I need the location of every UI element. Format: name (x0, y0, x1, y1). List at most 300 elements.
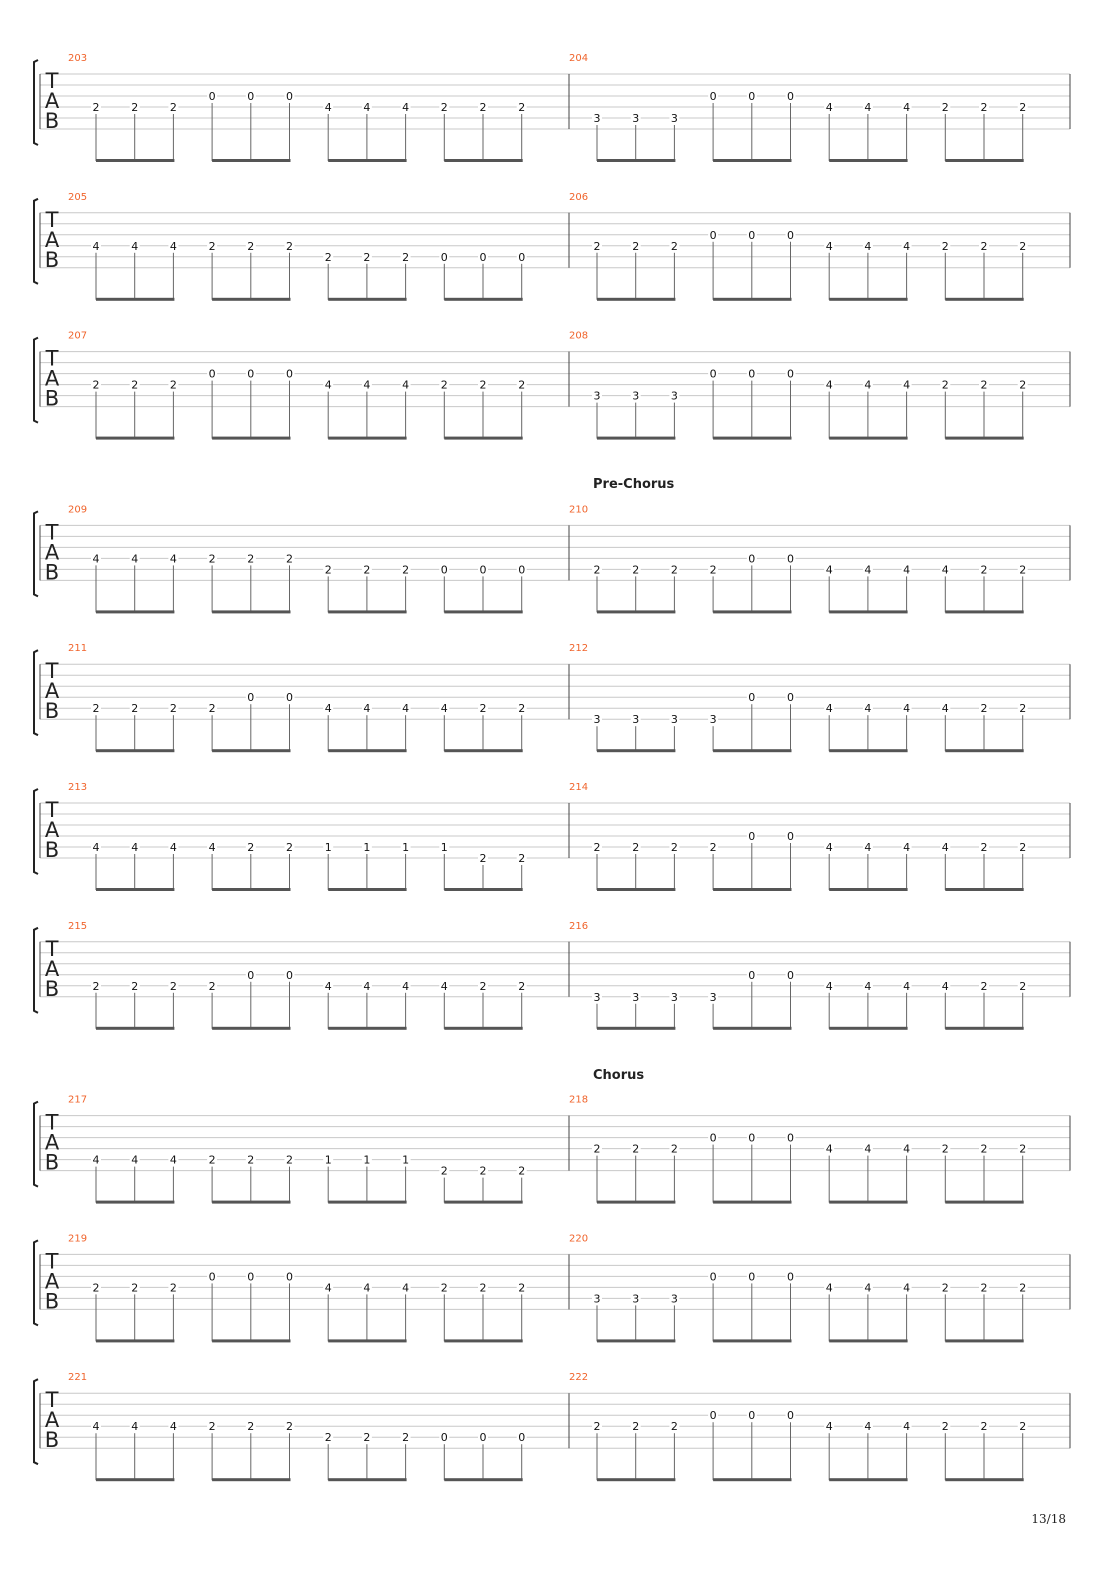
fret-number: 4 (825, 239, 833, 253)
beam (713, 1339, 791, 1342)
fret-number: 2 (208, 702, 216, 716)
fret-number: 2 (208, 1420, 216, 1434)
fret-number: 0 (518, 1431, 526, 1445)
fret-number: 2 (518, 702, 526, 716)
fret-number: 2 (402, 563, 410, 577)
tab-system (34, 192, 1070, 301)
fret-number: 4 (402, 378, 410, 392)
beam (597, 610, 675, 613)
fret-number: 2 (670, 239, 678, 253)
staff-bracket (34, 511, 38, 596)
measure-number: 221 (68, 1372, 88, 1384)
fret-number: 2 (941, 239, 949, 253)
fret-number: 2 (402, 1431, 410, 1445)
fret-number: 0 (787, 691, 794, 705)
fret-number: 4 (825, 979, 833, 993)
fret-number: 2 (247, 841, 255, 854)
beam (328, 749, 406, 752)
fret-number: 4 (864, 101, 872, 114)
beam (444, 1201, 522, 1204)
beam (96, 1478, 174, 1481)
fret-number: 4 (324, 101, 332, 114)
fret-number: 2 (92, 101, 100, 114)
beam (444, 610, 522, 613)
fret-number: 4 (864, 1281, 872, 1295)
beam (945, 1339, 1023, 1342)
fret-number: 2 (709, 841, 717, 854)
fret-number: 4 (864, 1142, 872, 1156)
beam (713, 159, 791, 162)
tab-clef-letter: T (45, 520, 59, 545)
fret-number: 0 (748, 1131, 756, 1145)
fret-number: 2 (1019, 1142, 1027, 1156)
fret-number: 0 (787, 367, 794, 381)
tab-clef-letter: T (45, 207, 59, 232)
fret-number: 0 (479, 250, 487, 264)
measure-number: 203 (68, 53, 88, 64)
staff-bracket (34, 928, 38, 1013)
beam (713, 1201, 791, 1204)
fret-number: 2 (709, 563, 717, 577)
fret-number: 2 (479, 979, 487, 993)
beam (597, 1478, 675, 1481)
tab-clef-letter: A (44, 89, 60, 113)
beam (96, 298, 174, 301)
fret-number: 2 (980, 841, 988, 854)
fret-number: 2 (479, 1164, 487, 1178)
fret-number: 0 (787, 1131, 794, 1145)
fret-number: 4 (92, 1420, 100, 1434)
fret-number: 2 (286, 552, 293, 566)
tab-clef-letter: B (44, 1428, 60, 1453)
tab-clef-letter: T (45, 936, 59, 961)
fret-number: 2 (324, 563, 332, 577)
fret-number: 4 (864, 702, 872, 716)
fret-number: 4 (903, 702, 911, 716)
beam (713, 1478, 791, 1481)
fret-number: 2 (632, 563, 640, 577)
tab-system (34, 504, 1070, 613)
fret-number: 4 (941, 702, 949, 716)
beam (96, 159, 174, 162)
fret-number: 2 (593, 1142, 601, 1156)
measure-number: 207 (68, 330, 88, 342)
beam (212, 1201, 290, 1204)
beam (597, 749, 675, 752)
fret-number: 2 (1019, 101, 1027, 114)
fret-number: 0 (518, 563, 526, 577)
fret-number: 3 (709, 713, 717, 727)
fret-number: 4 (92, 1153, 100, 1167)
fret-number: 4 (363, 702, 371, 716)
fret-number: 2 (1019, 979, 1027, 993)
fret-number: 0 (748, 552, 756, 566)
fret-number: 0 (286, 691, 293, 705)
beam (444, 749, 522, 752)
beam (829, 437, 907, 440)
fret-number: 0 (787, 90, 794, 103)
beam (829, 298, 907, 301)
tab-system (34, 1372, 1070, 1481)
fret-number: 4 (92, 239, 100, 253)
tab-clef-letter: T (45, 798, 59, 822)
fret-number: 2 (247, 239, 255, 253)
staff-bracket (34, 1379, 38, 1464)
beam (597, 1201, 675, 1204)
measure-number: 215 (68, 920, 88, 932)
staff-bracket (34, 789, 38, 874)
measure-number: 205 (68, 191, 88, 203)
fret-number: 4 (903, 841, 911, 854)
beam (96, 610, 174, 613)
fret-number: 2 (324, 250, 332, 264)
fret-number: 0 (748, 691, 756, 705)
fret-number: 2 (169, 101, 177, 114)
beam (945, 298, 1023, 301)
fret-number: 2 (518, 101, 526, 114)
fret-number: 0 (748, 90, 756, 103)
beam (328, 888, 406, 891)
fret-number: 4 (825, 1281, 833, 1295)
fret-number: 4 (324, 1281, 332, 1295)
fret-number: 4 (363, 979, 371, 993)
fret-number: 4 (440, 702, 448, 716)
measure-number: 216 (569, 920, 589, 932)
fret-number: 2 (941, 1281, 949, 1295)
fret-number: 4 (864, 239, 872, 253)
fret-number: 2 (593, 239, 601, 253)
fret-number: 0 (247, 1270, 255, 1284)
beam (212, 1478, 290, 1481)
fret-number: 2 (518, 1281, 526, 1295)
tab-clef-letter: A (44, 227, 60, 252)
fret-number: 2 (440, 378, 448, 392)
fret-number: 4 (864, 841, 872, 854)
fret-number: 4 (131, 239, 139, 253)
fret-number: 2 (1019, 1281, 1027, 1295)
fret-number: 2 (92, 1281, 100, 1295)
fret-number: 0 (286, 90, 293, 103)
beam (328, 437, 406, 440)
fret-number: 2 (363, 563, 371, 577)
tab-clef-letter: T (45, 69, 59, 93)
beam (713, 749, 791, 752)
fret-number: 0 (748, 367, 756, 381)
fret-number: 2 (169, 979, 177, 993)
tab-clef-letter: B (44, 838, 60, 862)
measure-number: 204 (569, 53, 589, 64)
fret-number: 2 (518, 979, 526, 993)
beam (328, 159, 406, 162)
beam (96, 1339, 174, 1342)
beam (829, 749, 907, 752)
fret-number: 2 (169, 702, 177, 716)
tab-clef-letter: A (44, 1130, 60, 1155)
staff-bracket (34, 199, 38, 284)
fret-number: 4 (825, 702, 833, 716)
beam (713, 610, 791, 613)
fret-number: 4 (169, 841, 177, 854)
beam (212, 298, 290, 301)
beam (444, 1027, 522, 1030)
fret-number: 2 (593, 1420, 601, 1434)
fret-number: 3 (670, 713, 678, 727)
measure-number: 218 (569, 1094, 589, 1106)
beam (945, 610, 1023, 613)
beam (945, 159, 1023, 162)
fret-number: 2 (208, 552, 216, 566)
fret-number: 0 (479, 563, 487, 577)
beam (597, 888, 675, 891)
beam (212, 159, 290, 162)
fret-number: 2 (479, 101, 487, 114)
fret-number: 0 (787, 552, 794, 566)
fret-number: 2 (1019, 239, 1027, 253)
fret-number: 2 (1019, 563, 1027, 577)
fret-number: 3 (632, 112, 640, 125)
fret-number: 2 (131, 378, 139, 392)
tab-clef-letter: B (44, 109, 60, 133)
fret-number: 4 (903, 563, 911, 577)
tab-clef-letter: T (45, 659, 59, 684)
tab-clef-letter: A (44, 540, 60, 565)
beam (328, 1339, 406, 1342)
fret-number: 4 (903, 979, 911, 993)
fret-number: 2 (92, 702, 100, 716)
fret-number: 3 (632, 990, 640, 1004)
fret-number: 4 (324, 378, 332, 392)
measure-number: 210 (569, 504, 589, 516)
fret-number: 0 (787, 228, 794, 242)
measure-number: 217 (68, 1094, 88, 1106)
fret-number: 4 (208, 841, 216, 854)
beam (945, 888, 1023, 891)
beam (945, 749, 1023, 752)
fret-number: 2 (169, 1281, 177, 1295)
beam (713, 1027, 791, 1030)
measure-number: 220 (569, 1233, 589, 1245)
fret-number: 2 (980, 702, 988, 716)
fret-number: 3 (593, 1292, 601, 1306)
fret-number: 2 (286, 239, 293, 253)
fret-number: 4 (941, 563, 949, 577)
fret-number: 2 (593, 563, 601, 577)
beam (212, 610, 290, 613)
fret-number: 4 (131, 841, 139, 854)
fret-number: 0 (286, 367, 293, 381)
beam (945, 1201, 1023, 1204)
fret-number: 2 (479, 378, 487, 392)
fret-number: 0 (518, 250, 526, 264)
measure-number: 214 (569, 782, 589, 793)
fret-number: 2 (402, 250, 410, 264)
beam (96, 888, 174, 891)
fret-number: 0 (748, 968, 756, 982)
staff-bracket (34, 60, 38, 145)
fret-number: 2 (941, 101, 949, 114)
fret-number: 4 (92, 841, 100, 854)
measure-number: 211 (68, 643, 88, 655)
fret-number: 2 (980, 239, 988, 253)
fret-number: 3 (670, 389, 678, 403)
fret-number: 2 (670, 563, 678, 577)
fret-number: 0 (787, 968, 794, 982)
fret-number: 2 (92, 378, 100, 392)
staff-bracket (34, 1102, 38, 1187)
measure-number: 212 (569, 643, 589, 655)
fret-number: 2 (286, 1153, 293, 1167)
fret-number: 1 (324, 841, 332, 854)
fret-number: 3 (709, 990, 717, 1004)
fret-number: 4 (131, 1420, 139, 1434)
fret-number: 0 (479, 1431, 487, 1445)
fret-number: 4 (903, 101, 911, 114)
fret-number: 4 (864, 378, 872, 392)
fret-number: 2 (670, 1142, 678, 1156)
measure-number: 213 (68, 782, 88, 793)
beam (829, 888, 907, 891)
beam (96, 749, 174, 752)
fret-number: 3 (670, 112, 678, 125)
fret-number: 2 (1019, 702, 1027, 716)
fret-number: 2 (363, 1431, 371, 1445)
beam (328, 1478, 406, 1481)
staff-bracket (34, 338, 38, 423)
beam (444, 888, 522, 891)
section-label: Chorus (593, 1067, 645, 1083)
beam (945, 1027, 1023, 1030)
fret-number: 4 (903, 1142, 911, 1156)
fret-number: 2 (518, 852, 526, 865)
fret-number: 2 (632, 239, 640, 253)
beam (829, 1339, 907, 1342)
fret-number: 0 (440, 1431, 448, 1445)
fret-number: 0 (247, 691, 255, 705)
fret-number: 4 (169, 239, 177, 253)
fret-number: 4 (864, 563, 872, 577)
fret-number: 4 (363, 378, 371, 392)
fret-number: 3 (593, 990, 601, 1004)
beam (444, 437, 522, 440)
fret-number: 4 (864, 1420, 872, 1434)
beam (96, 1027, 174, 1030)
fret-number: 0 (709, 367, 717, 381)
fret-number: 0 (709, 90, 717, 103)
tab-system (34, 643, 1070, 752)
fret-number: 4 (169, 1153, 177, 1167)
fret-number: 0 (247, 90, 255, 103)
section-label: Pre-Chorus (593, 477, 675, 493)
fret-number: 4 (825, 1420, 833, 1434)
fret-number: 0 (748, 1409, 756, 1423)
fret-number: 2 (479, 1281, 487, 1295)
beam (597, 298, 675, 301)
fret-number: 4 (825, 1142, 833, 1156)
fret-number: 2 (131, 1281, 139, 1295)
fret-number: 4 (169, 1420, 177, 1434)
beam (212, 1027, 290, 1030)
fret-number: 2 (247, 1153, 255, 1167)
beam (597, 159, 675, 162)
fret-number: 4 (440, 979, 448, 993)
fret-number: 2 (479, 852, 487, 865)
fret-number: 4 (825, 563, 833, 577)
fret-number: 1 (440, 841, 448, 854)
fret-number: 0 (748, 1270, 756, 1284)
fret-number: 4 (131, 1153, 139, 1167)
fret-number: 3 (632, 713, 640, 727)
fret-number: 0 (247, 367, 255, 381)
fret-number: 4 (825, 841, 833, 854)
fret-number: 2 (247, 552, 255, 566)
fret-number: 4 (903, 1420, 911, 1434)
fret-number: 1 (402, 841, 410, 854)
beam (829, 610, 907, 613)
fret-number: 2 (479, 702, 487, 716)
fret-number: 2 (131, 101, 139, 114)
fret-number: 4 (131, 552, 139, 566)
beam (597, 1339, 675, 1342)
fret-number: 0 (787, 1270, 794, 1284)
fret-number: 0 (208, 90, 216, 103)
fret-number: 2 (518, 378, 526, 392)
beam (328, 610, 406, 613)
fret-number: 4 (903, 239, 911, 253)
fret-number: 4 (402, 979, 410, 993)
measure-number: 209 (68, 504, 88, 516)
beam (945, 437, 1023, 440)
fret-number: 2 (1019, 841, 1027, 854)
fret-number: 4 (825, 101, 833, 114)
fret-number: 3 (593, 389, 601, 403)
fret-number: 4 (941, 979, 949, 993)
page-number: 13/18 (1031, 1512, 1066, 1526)
fret-number: 2 (1019, 1420, 1027, 1434)
fret-number: 0 (787, 1409, 794, 1423)
fret-number: 2 (208, 979, 216, 993)
measure-number: 206 (569, 191, 589, 203)
beam (96, 1201, 174, 1204)
fret-number: 2 (980, 979, 988, 993)
measure-number: 219 (68, 1233, 88, 1245)
fret-number: 2 (131, 979, 139, 993)
fret-number: 2 (286, 1420, 293, 1434)
beam (713, 298, 791, 301)
beam (212, 437, 290, 440)
fret-number: 3 (593, 112, 601, 125)
fret-number: 0 (440, 250, 448, 264)
tab-clef-letter: B (44, 976, 60, 1001)
fret-number: 3 (632, 389, 640, 403)
fret-number: 0 (709, 228, 717, 242)
tab-clef-letter: A (44, 366, 60, 391)
fret-number: 1 (363, 1153, 371, 1167)
fret-number: 2 (632, 1420, 640, 1434)
fret-number: 4 (402, 101, 410, 114)
fret-number: 4 (92, 552, 100, 566)
fret-number: 2 (593, 841, 601, 854)
fret-number: 2 (363, 250, 371, 264)
fret-number: 1 (402, 1153, 410, 1167)
beam (444, 159, 522, 162)
tab-clef-letter: A (44, 1408, 60, 1433)
fret-number: 0 (709, 1409, 717, 1423)
fret-number: 1 (324, 1153, 332, 1167)
tab-clef-letter: T (45, 1388, 59, 1413)
beam (597, 1027, 675, 1030)
tab-system (34, 331, 1070, 440)
fret-number: 4 (324, 702, 332, 716)
